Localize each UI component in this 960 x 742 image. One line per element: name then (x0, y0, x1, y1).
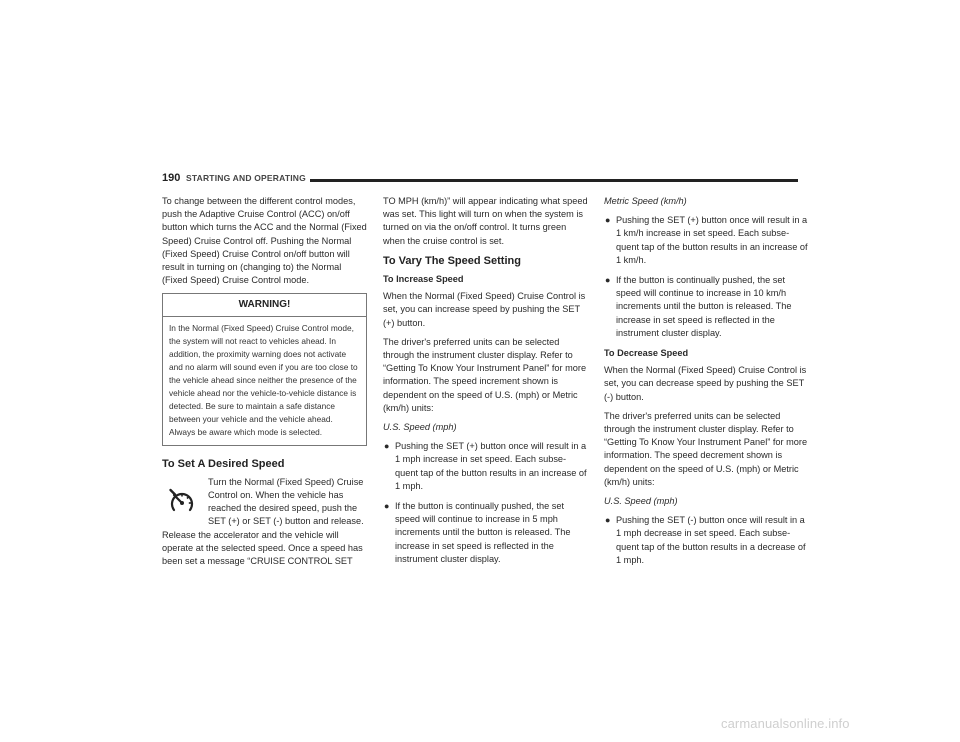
warning-box (162, 293, 367, 445)
bullet-icon: ● (605, 215, 611, 226)
column-1 (162, 195, 367, 574)
continued-text: TO MPH (km/h)” will appear indicating what speed was set. This light will turn on when the system is turned on via the on/off control. It turns green when the cruise control is set. (383, 196, 588, 246)
increase-us-list (383, 440, 588, 566)
us-speed-label: U.S. Speed (mph) (383, 422, 457, 433)
list-item: ● Pushing the SET (+) button once will result in a 1 km/h increase in set speed. Each subse-quent tap of the button results in an increase of 1 km/h. (605, 215, 808, 265)
page-number: 190 (162, 172, 181, 184)
list-item: ● If the button is continually pushed, the set speed will continue to increase in 10 km/h increments until the button is released. The increase in set speed is reflected in the instrument cluster display. (605, 275, 792, 338)
units-text: The driver's preferred units can be selected through the instrument cluster display. Refer to “Getting To Know Your Instrument Panel” for more information. The speed decrement shown is dependent on the speed of U.S. (mph) or Metric (km/h) units: (604, 410, 808, 487)
bullet-icon: ● (384, 501, 390, 512)
us-speed-label: U.S. Speed (mph) (604, 496, 678, 507)
list-item: ● Pushing the SET (-) button once will result in a 1 mph decrease in set speed. Each subse-quent tap of the button results in a decrease of 1 mph. (605, 515, 806, 565)
subheading-decrease: To Decrease Speed (604, 348, 689, 359)
header-rule (310, 179, 798, 182)
warning-title: WARNING! (163, 294, 366, 316)
cruise-control-icon (166, 486, 198, 516)
page-header (162, 172, 798, 188)
subheading-increase: To Increase Speed (383, 274, 464, 285)
set-speed-block (162, 476, 367, 568)
intro-paragraph: To change between the different control modes, push the Adaptive Cruise Control (ACC) on/off button which turns the ACC and the Normal (Fixed Speed) Cruise Control off. Pushing the Normal (Fixed Speed) Cruise Control on/off button will result in turning on (changing to) the Normal (Fixed Speed) Cruise Control mode. (162, 196, 367, 286)
watermark: carmanualsonline.info (721, 716, 850, 731)
section-title: STARTING AND OPERATING (186, 173, 306, 183)
list-item: ● Pushing the SET (+) button once will result in a 1 mph increase in set speed. Each subse-quent tap of the button results in an increase of 1 mph. (384, 441, 587, 491)
bullet-icon: ● (605, 275, 611, 286)
column-2 (383, 195, 588, 573)
warning-text: In the Normal (Fixed Speed) Cruise Control mode, the system will not react to vehicles ahead. In addition, the proximity warning does not activate and no alarm will sound even if you are too close to the vehicle ahead since neither the presence of the vehicle ahead nor the vehicle-to-vehicle distance is detected. Be sure to maintain a safe distance between your vehicle and the vehicle ahead. Always be aware which mode is selected. (169, 322, 358, 437)
set-speed-text-b: Release the accelerator and the vehicle will operate at the selected speed. Once a speed has been set a message “CRUISE CONTROL SET (162, 529, 363, 567)
units-text: The driver's preferred units can be selected through the instrument cluster display. Refer to “Getting To Know Your Instrument Panel” for more information. The speed increment shown is dependent on the speed of U.S. (mph) or Metric (km/h) units: (383, 336, 587, 413)
decrease-text: When the Normal (Fixed Speed) Cruise Control is set, you can decrease speed by pushing the SET (-) button. (604, 365, 807, 402)
heading-set-speed: To Set A Desired Speed (162, 457, 285, 470)
bullet-icon: ● (605, 515, 611, 526)
set-speed-text-a: Turn the Normal (Fixed Speed) Cruise Control on. When the vehicle has reached the desired speed, push the SET (+) or SET (-) button and release. (208, 476, 364, 527)
increase-text: When the Normal (Fixed Speed) Cruise Control is set, you can increase speed by pushing the SET (+) button. (383, 291, 586, 328)
column-3 (604, 195, 809, 574)
bullet-icon: ● (384, 441, 390, 452)
list-item: ● If the button is continually pushed, the set speed will continue to increase in 5 mph increments until the button is released. The increase in set speed is reflected in the instrument cluster display. (384, 501, 571, 564)
heading-vary-speed: To Vary The Speed Setting (383, 254, 521, 267)
decrease-us-list (604, 514, 809, 567)
metric-speed-label: Metric Speed (km/h) (604, 196, 687, 206)
increase-metric-list (604, 214, 809, 340)
